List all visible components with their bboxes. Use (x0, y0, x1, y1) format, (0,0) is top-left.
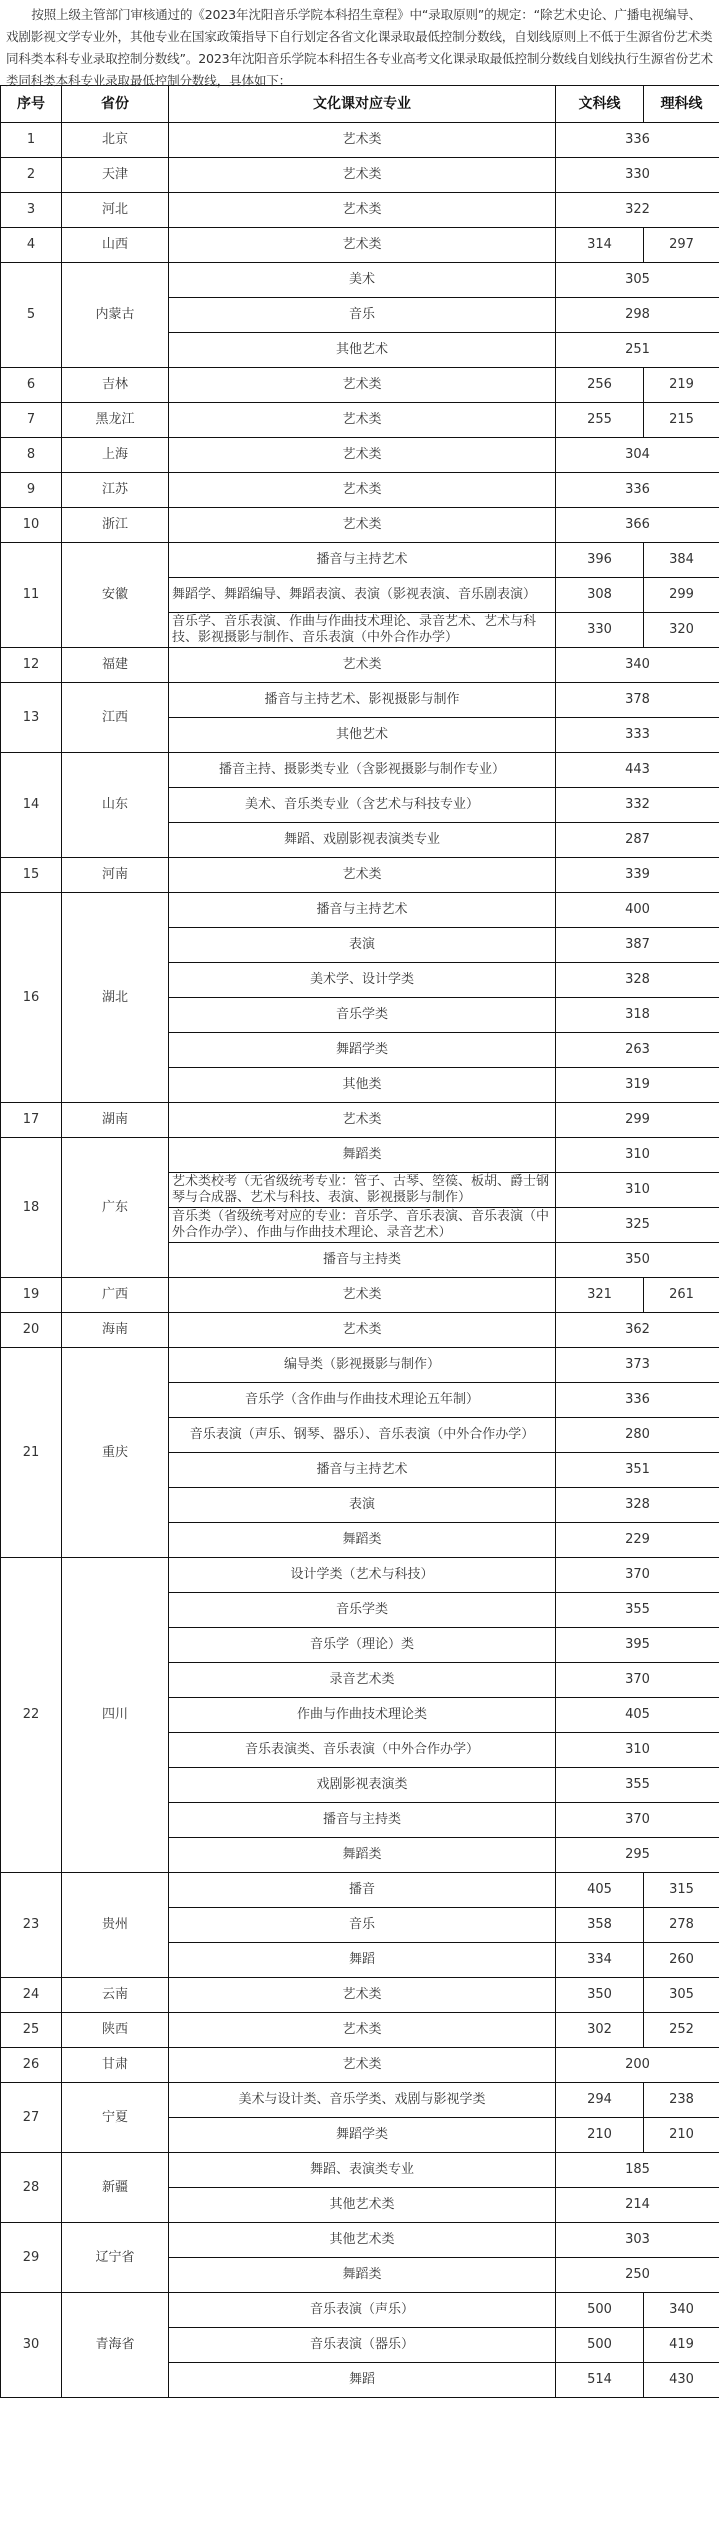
wen-score: 294 (556, 2083, 644, 2118)
province-cell: 吉林 (62, 368, 169, 403)
table-row (1, 2048, 719, 2083)
province-cell: 海南 (62, 1313, 169, 1348)
province-cell: 青海省 (62, 2293, 169, 2398)
row-number: 22 (1, 1558, 62, 1873)
wen-score: 255 (556, 403, 644, 438)
major-cell: 艺术类 (169, 123, 556, 158)
row-number: 15 (1, 858, 62, 893)
major-cell: 播音主持、摄影类专业（含影视摄影与制作专业） (169, 753, 556, 788)
table-row (1, 1348, 719, 1383)
province-cell: 内蒙古 (62, 263, 169, 368)
province-cell: 辽宁省 (62, 2223, 169, 2293)
combined-score: 387 (556, 928, 719, 963)
major-cell: 音乐 (169, 1908, 556, 1943)
combined-score: 339 (556, 858, 719, 893)
major-cell: 音乐表演（声乐） (169, 2293, 556, 2328)
table-row (1, 1873, 719, 1908)
major-cell: 表演 (169, 928, 556, 963)
combined-score: 185 (556, 2153, 719, 2188)
header-wen: 文科线 (556, 86, 644, 123)
province-cell: 安徽 (62, 543, 169, 648)
table-row (1, 193, 719, 228)
major-cell: 表演 (169, 1488, 556, 1523)
row-number: 3 (1, 193, 62, 228)
combined-score: 443 (556, 753, 719, 788)
table-row (1, 648, 719, 683)
combined-score: 395 (556, 1628, 719, 1663)
major-cell: 艺术类 (169, 158, 556, 193)
wen-score: 256 (556, 368, 644, 403)
table-row (1, 543, 719, 578)
province-cell: 新疆 (62, 2153, 169, 2223)
major-cell: 其他艺术 (169, 718, 556, 753)
li-score: 260 (644, 1943, 719, 1978)
header-li: 理科线 (644, 86, 719, 123)
table-row (1, 368, 719, 403)
table-row (1, 2013, 719, 2048)
row-number: 12 (1, 648, 62, 683)
major-cell: 播音与主持艺术 (169, 543, 556, 578)
row-number: 24 (1, 1978, 62, 2013)
combined-score: 328 (556, 1488, 719, 1523)
table-body (1, 123, 719, 2398)
major-cell: 艺术类 (169, 648, 556, 683)
major-cell: 其他艺术类 (169, 2223, 556, 2258)
province-cell: 山西 (62, 228, 169, 263)
wen-score: 500 (556, 2293, 644, 2328)
major-cell: 音乐学、音乐表演、作曲与作曲技术理论、录音艺术、艺术与科技、影视摄影与制作、音乐表演（中外合作办学） (169, 613, 556, 648)
major-cell: 舞蹈 (169, 2363, 556, 2398)
row-number: 28 (1, 2153, 62, 2223)
major-cell: 音乐学（含作曲与作曲技术理论五年制） (169, 1383, 556, 1418)
row-number: 4 (1, 228, 62, 263)
major-cell: 艺术类 (169, 1313, 556, 1348)
wen-score: 396 (556, 543, 644, 578)
li-score: 320 (644, 613, 719, 648)
major-cell: 音乐类（省级统考对应的专业：音乐学、音乐表演、音乐表演（中外合作办学）、作曲与作曲技术理论、录音艺术） (169, 1208, 556, 1243)
province-cell: 黑龙江 (62, 403, 169, 438)
combined-score: 322 (556, 193, 719, 228)
header-major: 文化课对应专业 (169, 86, 556, 123)
table-row (1, 403, 719, 438)
province-cell: 广东 (62, 1138, 169, 1278)
row-number: 9 (1, 473, 62, 508)
combined-score: 295 (556, 1838, 719, 1873)
major-cell: 舞蹈 (169, 1943, 556, 1978)
major-cell: 艺术类 (169, 2048, 556, 2083)
row-number: 29 (1, 2223, 62, 2293)
li-score: 384 (644, 543, 719, 578)
li-score: 261 (644, 1278, 719, 1313)
province-cell: 湖南 (62, 1103, 169, 1138)
row-number: 26 (1, 2048, 62, 2083)
combined-score: 310 (556, 1138, 719, 1173)
combined-score: 351 (556, 1453, 719, 1488)
province-cell: 浙江 (62, 508, 169, 543)
combined-score: 333 (556, 718, 719, 753)
row-number: 25 (1, 2013, 62, 2048)
major-cell: 音乐 (169, 298, 556, 333)
li-score: 340 (644, 2293, 719, 2328)
combined-score: 304 (556, 438, 719, 473)
row-number: 8 (1, 438, 62, 473)
province-cell: 宁夏 (62, 2083, 169, 2153)
major-cell: 音乐表演（器乐） (169, 2328, 556, 2363)
wen-score: 334 (556, 1943, 644, 1978)
province-cell: 河北 (62, 193, 169, 228)
major-cell: 设计学类（艺术与科技） (169, 1558, 556, 1593)
wen-score: 308 (556, 578, 644, 613)
major-cell: 艺术类 (169, 403, 556, 438)
table-row (1, 683, 719, 718)
major-cell: 舞蹈、表演类专业 (169, 2153, 556, 2188)
wen-score: 358 (556, 1908, 644, 1943)
table-row (1, 2293, 719, 2328)
table-row (1, 228, 719, 263)
row-number: 27 (1, 2083, 62, 2153)
li-score: 238 (644, 2083, 719, 2118)
table-row (1, 893, 719, 928)
header-no: 序号 (1, 86, 62, 123)
combined-score: 370 (556, 1803, 719, 1838)
combined-score: 336 (556, 473, 719, 508)
major-cell: 播音与主持类 (169, 1243, 556, 1278)
province-cell: 天津 (62, 158, 169, 193)
table-row (1, 1138, 719, 1173)
row-number: 7 (1, 403, 62, 438)
major-cell: 音乐学（理论）类 (169, 1628, 556, 1663)
li-score: 305 (644, 1978, 719, 2013)
province-cell: 河南 (62, 858, 169, 893)
province-cell: 北京 (62, 123, 169, 158)
table-row (1, 2153, 719, 2188)
major-cell: 音乐学类 (169, 1593, 556, 1628)
province-cell: 福建 (62, 648, 169, 683)
li-score: 278 (644, 1908, 719, 1943)
row-number: 16 (1, 893, 62, 1103)
li-score: 252 (644, 2013, 719, 2048)
combined-score: 310 (556, 1733, 719, 1768)
major-cell: 艺术类 (169, 368, 556, 403)
major-cell: 播音与主持艺术 (169, 893, 556, 928)
major-cell: 艺术类 (169, 473, 556, 508)
major-cell: 艺术类 (169, 858, 556, 893)
major-cell: 舞蹈学类 (169, 1033, 556, 1068)
major-cell: 美术与设计类、音乐学类、戏剧与影视学类 (169, 2083, 556, 2118)
row-number: 2 (1, 158, 62, 193)
wen-score: 321 (556, 1278, 644, 1313)
wen-score: 302 (556, 2013, 644, 2048)
combined-score: 298 (556, 298, 719, 333)
combined-score: 251 (556, 333, 719, 368)
combined-score: 325 (556, 1208, 719, 1243)
province-cell: 甘肃 (62, 2048, 169, 2083)
table-row (1, 438, 719, 473)
combined-score: 303 (556, 2223, 719, 2258)
row-number: 23 (1, 1873, 62, 1978)
province-cell: 江西 (62, 683, 169, 753)
row-number: 11 (1, 543, 62, 648)
province-cell: 广西 (62, 1278, 169, 1313)
major-cell: 艺术类校考（无省级统考专业：管子、古琴、箜篌、板胡、爵士钢琴与合成器、艺术与科技、表演、影视摄影与制作） (169, 1173, 556, 1208)
combined-score: 336 (556, 123, 719, 158)
header-province: 省份 (62, 86, 169, 123)
combined-score: 310 (556, 1173, 719, 1208)
row-number: 17 (1, 1103, 62, 1138)
major-cell: 艺术类 (169, 438, 556, 473)
table-row (1, 1558, 719, 1593)
major-cell: 舞蹈类 (169, 1138, 556, 1173)
province-cell: 山东 (62, 753, 169, 858)
major-cell: 其他类 (169, 1068, 556, 1103)
row-number: 20 (1, 1313, 62, 1348)
combined-score: 263 (556, 1033, 719, 1068)
row-number: 21 (1, 1348, 62, 1558)
province-cell: 江苏 (62, 473, 169, 508)
combined-score: 200 (556, 2048, 719, 2083)
major-cell: 舞蹈类 (169, 1838, 556, 1873)
province-cell: 贵州 (62, 1873, 169, 1978)
table-row (1, 508, 719, 543)
major-cell: 艺术类 (169, 228, 556, 263)
province-cell: 重庆 (62, 1348, 169, 1558)
combined-score: 340 (556, 648, 719, 683)
wen-score: 500 (556, 2328, 644, 2363)
province-cell: 上海 (62, 438, 169, 473)
major-cell: 舞蹈、戏剧影视表演类专业 (169, 823, 556, 858)
table-row (1, 858, 719, 893)
li-score: 210 (644, 2118, 719, 2153)
li-score: 299 (644, 578, 719, 613)
major-cell: 戏剧影视表演类 (169, 1768, 556, 1803)
combined-score: 366 (556, 508, 719, 543)
combined-score: 370 (556, 1558, 719, 1593)
combined-score: 336 (556, 1383, 719, 1418)
wen-score: 405 (556, 1873, 644, 1908)
li-score: 297 (644, 228, 719, 263)
li-score: 419 (644, 2328, 719, 2363)
major-cell: 音乐表演类、音乐表演（中外合作办学） (169, 1733, 556, 1768)
combined-score: 229 (556, 1523, 719, 1558)
major-cell: 播音与主持类 (169, 1803, 556, 1838)
combined-score: 305 (556, 263, 719, 298)
major-cell: 美术学、设计学类 (169, 963, 556, 998)
major-cell: 舞蹈学类 (169, 2118, 556, 2153)
row-number: 14 (1, 753, 62, 858)
combined-score: 319 (556, 1068, 719, 1103)
row-number: 5 (1, 263, 62, 368)
intro-paragraph: 按照上级主管部门审核通过的《2023年沈阳音乐学院本科招生章程》中“录取原则”的规定：“除艺术史论、广播电视编导、戏剧影视文学专业外，其他专业在国家政策指导下自行划定各省文化课录取最低控制分数线，自划线原则上不低于生源省份艺术类同科类本科专业录取控制分数线”。2023年沈阳音乐学院本科招生各专业高考文化课录取最低控制分数线自划线执行生源省份艺术类同科类本科专业录取最低控制分数线，具体如下： (6, 7, 713, 88)
table-row (1, 753, 719, 788)
table-row (1, 158, 719, 193)
major-cell: 其他艺术 (169, 333, 556, 368)
major-cell: 播音与主持艺术、影视摄影与制作 (169, 683, 556, 718)
combined-score: 299 (556, 1103, 719, 1138)
major-cell: 艺术类 (169, 2013, 556, 2048)
major-cell: 艺术类 (169, 1278, 556, 1313)
major-cell: 美术 (169, 263, 556, 298)
table-row (1, 1313, 719, 1348)
province-cell: 陕西 (62, 2013, 169, 2048)
combined-score: 350 (556, 1243, 719, 1278)
combined-score: 250 (556, 2258, 719, 2293)
row-number: 1 (1, 123, 62, 158)
province-cell: 四川 (62, 1558, 169, 1873)
major-cell: 舞蹈类 (169, 2258, 556, 2293)
combined-score: 400 (556, 893, 719, 928)
table-row (1, 2223, 719, 2258)
wen-score: 314 (556, 228, 644, 263)
row-number: 6 (1, 368, 62, 403)
province-cell: 湖北 (62, 893, 169, 1103)
li-score: 219 (644, 368, 719, 403)
row-number: 13 (1, 683, 62, 753)
major-cell: 其他艺术类 (169, 2188, 556, 2223)
li-score: 215 (644, 403, 719, 438)
combined-score: 373 (556, 1348, 719, 1383)
table-row (1, 473, 719, 508)
wen-score: 514 (556, 2363, 644, 2398)
table-row (1, 1103, 719, 1138)
major-cell: 舞蹈学、舞蹈编导、舞蹈表演、表演（影视表演、音乐剧表演） (169, 578, 556, 613)
row-number: 30 (1, 2293, 62, 2398)
major-cell: 音乐表演（声乐、钢琴、器乐）、音乐表演（中外合作办学） (169, 1418, 556, 1453)
combined-score: 330 (556, 158, 719, 193)
combined-score: 328 (556, 963, 719, 998)
wen-score: 210 (556, 2118, 644, 2153)
combined-score: 405 (556, 1698, 719, 1733)
row-number: 18 (1, 1138, 62, 1278)
major-cell: 音乐学类 (169, 998, 556, 1033)
wen-score: 330 (556, 613, 644, 648)
province-cell: 云南 (62, 1978, 169, 2013)
combined-score: 355 (556, 1768, 719, 1803)
major-cell: 美术、音乐类专业（含艺术与科技专业） (169, 788, 556, 823)
table-row (1, 263, 719, 298)
major-cell: 舞蹈类 (169, 1523, 556, 1558)
major-cell: 艺术类 (169, 508, 556, 543)
combined-score: 332 (556, 788, 719, 823)
table-row (1, 1978, 719, 2013)
combined-score: 378 (556, 683, 719, 718)
major-cell: 播音 (169, 1873, 556, 1908)
combined-score: 318 (556, 998, 719, 1033)
major-cell: 录音艺术类 (169, 1663, 556, 1698)
table-row (1, 123, 719, 158)
combined-score: 287 (556, 823, 719, 858)
li-score: 430 (644, 2363, 719, 2398)
table-row (1, 2083, 719, 2118)
major-cell: 艺术类 (169, 1103, 556, 1138)
row-number: 19 (1, 1278, 62, 1313)
major-cell: 作曲与作曲技术理论类 (169, 1698, 556, 1733)
score-table (0, 85, 719, 2398)
row-number: 10 (1, 508, 62, 543)
combined-score: 362 (556, 1313, 719, 1348)
combined-score: 280 (556, 1418, 719, 1453)
major-cell: 艺术类 (169, 193, 556, 228)
table-row (1, 1278, 719, 1313)
major-cell: 编导类（影视摄影与制作） (169, 1348, 556, 1383)
major-cell: 播音与主持艺术 (169, 1453, 556, 1488)
combined-score: 355 (556, 1593, 719, 1628)
wen-score: 350 (556, 1978, 644, 2013)
li-score: 315 (644, 1873, 719, 1908)
major-cell: 艺术类 (169, 1978, 556, 2013)
combined-score: 370 (556, 1663, 719, 1698)
combined-score: 214 (556, 2188, 719, 2223)
